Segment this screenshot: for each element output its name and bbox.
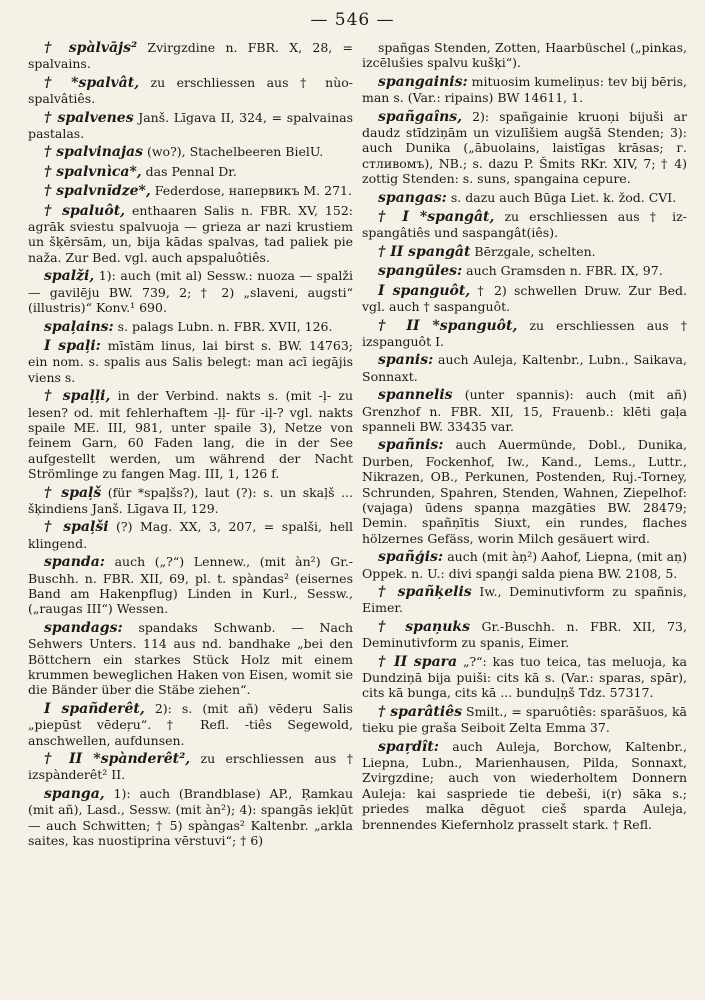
entry-body: auch (mit àņ²) Aahof, Liepna, (mit aņ) Oppek. n. U.: divi spaņģi salda piena BW. 2108, 5. [362,549,687,581]
dictionary-entry [28,319,353,335]
entry-body: 1): auch (mit al) Sessw.: nuoza — spalži — gavilēju BW. 739, 2; † 2) „slaveni, augsti“ (illustris)“ Konv.¹ 690. [28,268,353,316]
entry-body: zu erschliessen aus † nùo-spalvâtiês. [28,74,353,107]
page-number: — 546 — [310,10,395,30]
dictionary-entry [28,338,353,385]
dictionary-entry [28,620,353,698]
entry-headword: † II *spànderêt², [44,751,191,768]
entry-body: „?“: kas tuo teica, tas meluoja, ka Dundziņā bija puiši: cits kā s. (Var.: sparas, spār), cits kā bunga, cits kā ... bunduļņš Tdz. 57317. [362,653,687,701]
dictionary-entry [362,209,687,241]
dictionary-entry [362,584,687,616]
entry-body: (für *spaļšs?), laut (?): s. un skaļš ... šķindiens Janš. Līgava II, 129. [28,484,353,516]
entry-headword: † *spalvât, [44,74,140,91]
entry-headword: † spaļši [44,519,109,536]
dictionary-entry [28,40,353,72]
entry-body: 2): s. (mit añ) vēdeŗu Salis „piepūst vēdeŗu“. † Refl. -tiês Segewold, anschwellen, aufdunsen. [28,700,353,748]
entry-headword: † spañķelis [378,584,472,600]
entry-headword: † spaļš [44,484,102,501]
dictionary-entry [362,283,687,315]
entry-body: enthaaren Salis n. FBR. XV, 152: agrāk sviestu spalvuoja — grieza ar nazi krustiem un šķērsām, un, bija kādas spalvas, tad paliek pie naža. Zur Bed. vgl. auch apspaluôtiês. [28,202,353,265]
dictionary-entry [28,164,353,180]
entry-headword: spanda: [44,554,105,571]
entry-body: in der Verbind. nakts s. (mit -ļ- zu lesen? od. mit fehlerhaftem -ļļ- für -iļ-? vgl. nakts spaile ME. III, 981, unter spaile 3), Netze von feinem Garn, 60 Faden lang, die in der See aufgestellt werden, um während der Nacht Strömlinge zu fangen Mag. III, 1, 126 f. [28,388,353,482]
entry-body: auch Gramsden n. FBR. IX, 97. [466,263,663,279]
dictionary-entry [28,183,353,199]
dictionary-entry [28,485,353,517]
entry-headword: † II spara [378,653,458,670]
entry-body: spandaks Schwanb. — Nach Sehwers Unters. 114 aus nd. bandhake „bei den Böttchern ein starkes Stück Holz mit einem krummen beweglichen Haken von Eisen, womit sie die Bänder über die Stäbe ziehen“. [28,619,353,698]
entry-headword: spannelis [378,387,453,404]
entry-headword: spañgaîns, [378,108,463,125]
right-column [362,40,687,995]
dictionary-entry [28,110,353,142]
dictionary-entry [28,519,353,551]
dictionary-entry [28,203,353,266]
entry-body: Bērzgale, schelten. [474,243,596,259]
entry-headword: † spalvinajas [44,144,143,161]
entry-body: † 2) schwellen Druw. Zur Bed. vgl. auch † saspanguôt. [362,282,687,315]
entry-body: (unter spannis): auch (mit añ) Grenzhof n. FBR. XII, 15, Frauenb.: klēti gaļa spanneli BW. 33435 var. [362,387,687,434]
entry-body: spañgas Stenden, Zotten, Haarbüschel („pinkas, izcēlušies spalvu kušķi“). [362,40,687,71]
entry-headword: spanis: [378,352,434,369]
dictionary-entry [362,190,687,206]
entry-headword: spanga, [44,785,105,802]
left-column [28,40,353,995]
entry-headword: † II *spanguôt, [378,317,518,334]
dictionary-entry [362,654,687,701]
entry-body: Federdose, напервикъ M. 271. [154,183,352,199]
dictionary-entry [28,751,353,783]
entry-body: auch Auleja, Kaltenbr., Lubn., Saikava, Sonnaxt. [362,352,687,384]
entry-body: Gr.-Buschh. n. FBR. XII, 73, Deminutivform zu spanis, Eimer. [362,618,687,651]
entry-headword: spaŗdît: [378,738,439,755]
dictionary-entry [362,109,687,187]
entry-headword: † spaluôt, [44,202,126,219]
entry-body: Smilt., = sparuôtiês: sparāšuos, kā tieku pie graša Seiboit Zelta Emma 37. [362,703,687,736]
entry-headword: † spaļļi, [44,388,111,405]
entry-headword: spaļains: [44,318,114,335]
entry-body: Zvirgzdine n. FBR. X, 28, = spalvains. [28,40,353,72]
entry-body: Iw., Deminutivform zu spañnis, Eimer. [362,584,687,616]
dictionary-entry [362,244,687,260]
entry-body: auch Auermünde, Dobl., Dunika, Durben, Fockenhof, Iw., Kand., Lems., Luttr., Nikrazen, OB., Perkunen, Postenden, Ruj.-Torney, Schrunden, Spahren, Stenden, Wahnen, Ziepelhof: (vajaga) ūdens spaņņa mazgāties BW. 28479; Demin. spañņītis Siuxt, ein rundes, flaches hölzernes Gefäss, worin Milch gesäuert wird. [362,437,687,546]
entry-headword: spalži, [44,268,95,285]
dictionary-entry [362,74,687,106]
entry-headword: † sparâtiês [378,703,462,720]
dictionary-entry [362,704,687,736]
dictionary-entry [362,352,687,384]
entry-headword: † spàlvājs² [44,40,138,56]
entry-body: zu erschliessen aus † izspànderêt² II. [28,751,353,783]
entry-body: zu erschliessen aus † izspanguôt I. [362,317,687,349]
entry-body: s. dazu auch Būga Liet. k. žod. CVI. [450,189,677,205]
entry-headword: spañģis: [378,549,444,566]
entry-headword: spangūles: [378,263,463,280]
dictionary-entry [28,388,353,481]
entry-headword: † spaņuks [378,618,470,635]
dictionary-entry [28,786,353,849]
dictionary-entry [28,75,353,107]
dictionary-entry [28,701,353,748]
entry-body: auch Auleja, Borchow, Kaltenbr., Liepna, Lubn., Marienhausen, Pilda, Sonnaxt, Zvirgzdine; auch von wiederholtem Donnern Auleja: kai saspriede tie debeši, i(r) sāka s.; priedes malka dēguot cieš sparda Auleja, brennendes Kiefernholz prasselt stark. † Refl. [362,738,687,832]
entry-body: 1): auch (Brandblase) AP., Ŗamkau (mit añ), Lasd., Sessw. (mit àn²); 4): spangās iekļūt — auch Schwitten; † 5) spàngas² Kaltenbr. „arkla saites, kas nuostiprina vērstuvi“; † 6) [28,785,353,849]
entry-body: 2): spañgainie kruoņi bijuši ar daudz stīdziņām un vizulīšiem augšā Stenden; 3): auch Dunika („ābuolains, laistīgas krāsas; г. стливомъ), NB.; s. dazu P. Šmits RKr. XIV, 7; † 4) zottig Stenden: s. suns, spangaina cepure. [362,108,687,187]
entry-headword: spangas: [378,189,447,206]
entry-headword: I spanguôt, [378,282,471,299]
dictionary-entry [362,263,687,279]
entry-headword: † spalvnìca*, [44,163,142,180]
entry-body: (wo?), Stachelbeeren BielU. [146,144,324,160]
entry-headword: I spaļi: [44,337,101,354]
entry-body: Janš. Līgava II, 324, = spalvainas pastalas. [28,109,353,142]
entry-headword: † I *spangât, [378,209,495,226]
dictionary-entry [362,318,687,350]
dictionary-entry [28,554,353,617]
entry-body: auch („?“) Lennew., (mit àn²) Gr.-Buschh. n. FBR. XII, 69, pl. t. spàndas² (eisernes Band am Hakenpflug) Linden in Kurl., Sessw., („raugas III“) Wessen. [28,554,353,617]
entry-headword: † spalvnīdze*, [44,183,151,200]
entry-headword: † spalvenes [44,109,134,126]
entry-headword: spandags: [44,619,123,636]
dictionary-entry [362,387,687,434]
dictionary-entry [362,40,687,71]
entry-body: das Pennal Dr. [145,163,237,179]
entry-body: mīstām linus, lai birst s. BW. 14763; ein nom. s. spalis aus Salis belegt: man acī iegājis viens s. [28,337,353,385]
dictionary-entry [28,144,353,160]
entry-body: (?) Mag. XX, 3, 207, = spalši, hell klingend. [28,519,353,551]
entry-headword: † II spangât [378,243,471,260]
dictionary-entry [362,619,687,651]
dictionary-entry [362,739,687,832]
dictionary-entry [362,437,687,546]
entry-headword: spañnis: [378,437,444,454]
entry-body: mituosim kumeliņus: tev bij bēris, man s. (Var.: ripains) BW 14611, 1. [362,73,687,106]
entry-body: s. palags Lubn. n. FBR. XVII, 126. [117,318,333,334]
entry-headword: I spañderêt, [44,700,145,717]
dictionary-entry [28,268,353,315]
dictionary-entry [362,549,687,581]
entry-body: zu erschliessen aus † iz-spangâtiês und saspangât(iês). [362,209,687,241]
entry-headword: spangainis: [378,73,468,90]
